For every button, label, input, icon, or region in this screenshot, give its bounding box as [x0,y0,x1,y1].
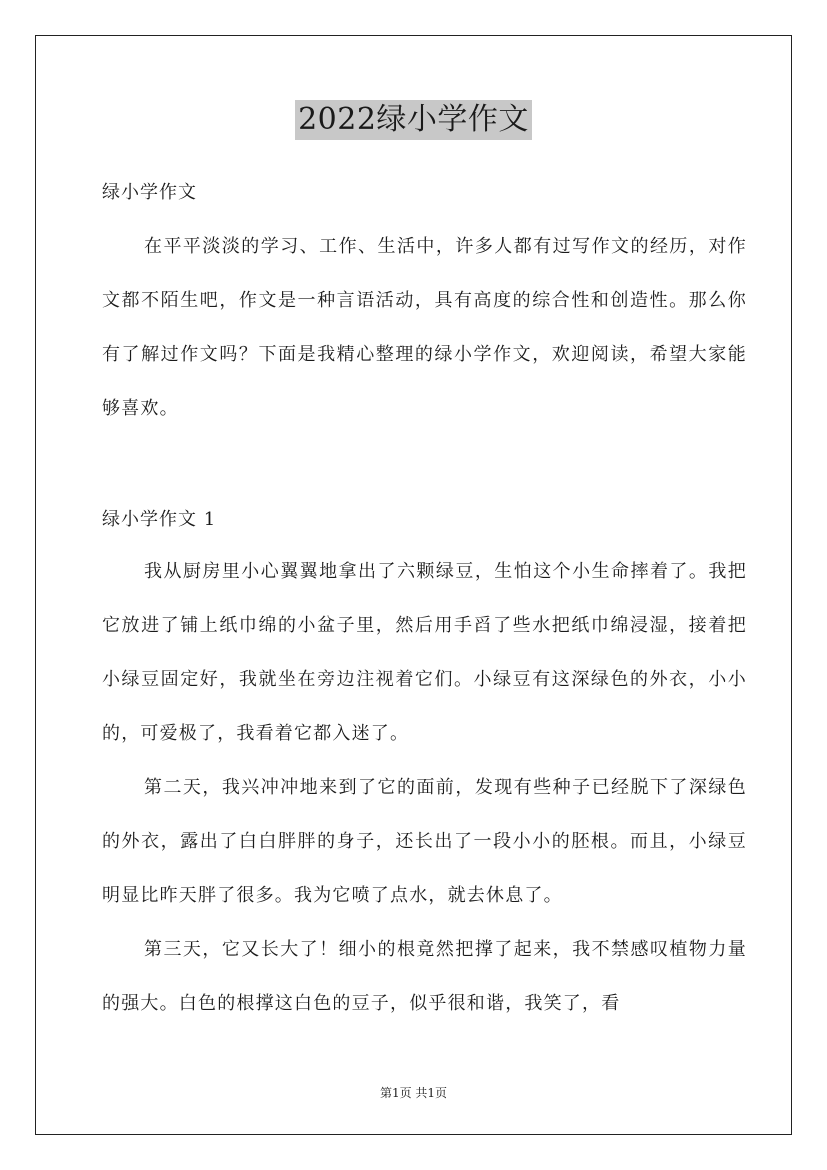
document-title: 2022绿小学作文 [295,100,532,140]
section-heading: 绿小学作文 [102,182,197,203]
intro-paragraph: 在平平淡淡的学习、工作、生活中，许多人都有过写作文的经历，对作文都不陌生吧，作文是一种言语活动，具有高度的综合性和创造性。那么你有了解过作文吗？下面是我精心整理的绿小学作文，欢迎阅读，希望大家能够喜欢。 [102,236,747,419]
essay-paragraph-3: 第三天，它又长大了！细小的根竟然把撑了起来，我不禁感叹植物力量的强大。白色的根撑这白色的豆子，似乎很和谐，我笑了，看 [102,939,747,1014]
title-container [0,100,827,140]
essay-paragraph-1: 我从厨房里小心翼翼地拿出了六颗绿豆，生怕这个小生命摔着了。我把它放进了铺上纸巾绵的小盆子里，然后用手舀了些水把纸巾绵浸湿，接着把小绿豆固定好，我就坐在旁边注视着它们。小绿豆有这深绿色的外衣，小小的，可爱极了，我看着它都入迷了。 [102,561,747,744]
page-footer: 第1页 共1页 [379,1086,448,1100]
essay-paragraph-2: 第二天，我兴冲冲地来到了它的面前，发现有些种子已经脱下了深绿色的外衣，露出了白白胖胖的身子，还长出了一段小小的胚根。而且，小绿豆明显比昨天胖了很多。我为它喷了点水，就去休息了。 [102,777,747,906]
essay-heading: 绿小学作文 1 [102,509,217,530]
